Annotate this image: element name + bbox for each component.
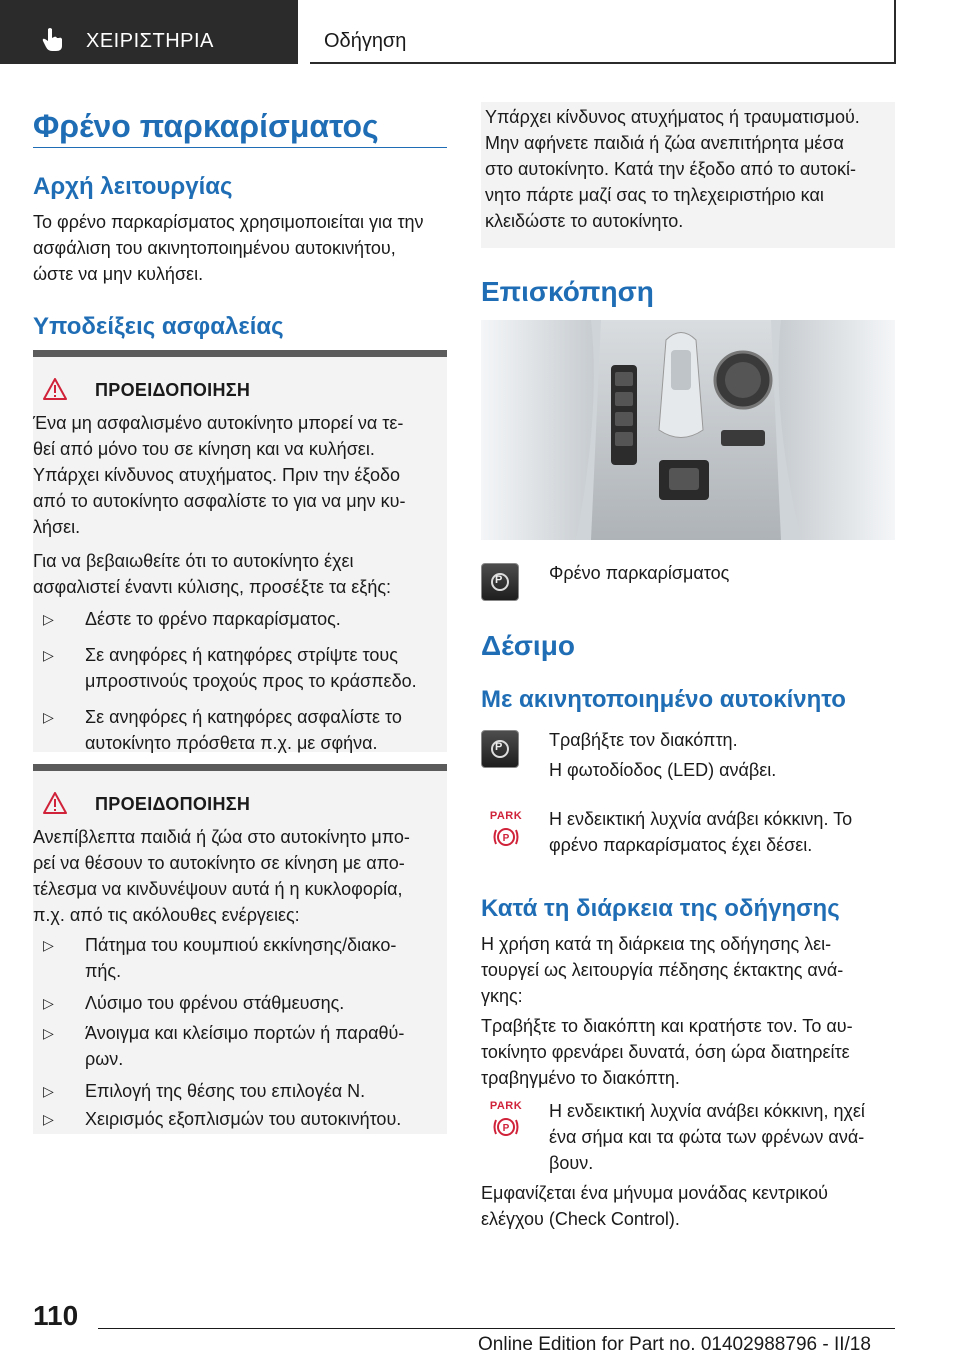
- bullet-arrow-icon: ▷: [43, 709, 54, 725]
- warning-text: Υπάρχει κίνδυνος ατυχήματος ή τραυματισμού. Μην αφήνετε παιδιά ή ζώα ανεπιτήρητα μέσα στο αυτοκίνητο. Κατά την έξοδο από το αυτοκί- νητο πάρτε μαζί σας το τηλεχειριστήριο και κλειδώστε το αυτοκίνητο.: [485, 107, 860, 231]
- parking-brake-switch-icon: P: [481, 730, 519, 768]
- park-indicator-icon: [484, 810, 528, 855]
- edition-note: Online Edition for Part no. 01402988796 - II/18: [478, 1334, 871, 1355]
- warning-bar: [33, 350, 447, 357]
- warning-title: ΠΡΟΕΙΔΟΠΟΙΗΣΗ: [95, 380, 251, 400]
- driving-text-2: Τραβήξτε το διακόπτη και κρατήστε τον. Το αυ- τοκίνητο φρενάρει δυνατά, όση ώρα διατηρείτε τραβηγμένο το διακόπτη.: [481, 1016, 853, 1088]
- list-item: ▷ Λύσιμο του φρένου στάθμευσης.: [43, 990, 443, 1016]
- console-illustration: [481, 320, 895, 540]
- indicator-text-2: Η ενδεικτική λυχνία ανάβει κόκκινη, ηχεί ένα σήμα και τα φώτα των φρένων ανά- βουν.: [549, 1101, 865, 1173]
- list-item: ▷ Δέστε το φρένο παρκαρίσματος.: [43, 606, 443, 632]
- check-control-text: Εμφανίζεται ένα μήνυμα μονάδας κεντρικού ελέγχου (Check Control).: [481, 1183, 829, 1229]
- heading-overview: Επισκόπηση: [481, 276, 654, 307]
- warning-box-1: [33, 350, 447, 752]
- park-indicator-label: PARK: [489, 810, 523, 822]
- warning-text: Ένα μη ασφαλισμένο αυτοκίνητο μπορεί να τε- θεί από μόνο του σε κίνηση και να κυλήσει. Υπάρχει κίνδυνος ατυχήματος. Πριν την έξοδο από το αυτοκίνητο ασφαλίστε το για να μην κυ- λήσει.: [33, 413, 406, 537]
- heading-principle: Αρχή λειτουργίας: [33, 173, 233, 200]
- park-indicator-label: PARK: [489, 1100, 523, 1112]
- heading-safety: Υποδείξεις ασφαλείας: [33, 313, 284, 340]
- warning-text: Ανεπίβλεπτα παιδιά ή ζώα στο αυτοκίνητο μπο- ρεί να θέσουν το αυτοκίνητο σε κίνηση με απο- τέλεσμα να κινδυνέψουν αυτά ή η κυκλοφορία, π.χ. από τις ακόλουθες ενέργειες:: [33, 827, 410, 925]
- warning-bar: [33, 764, 447, 771]
- warning-triangle-icon: [43, 378, 67, 400]
- parking-brake-switch-icon: P: [481, 563, 519, 601]
- bullet-arrow-icon: ▷: [43, 937, 54, 953]
- bullet-arrow-icon: ▷: [43, 611, 54, 627]
- list-item: ▷ Σε ανηφόρες ή κατηφόρες στρίψτε τους μπροστινούς τροχούς προς το κράσπεδο.: [43, 642, 443, 694]
- breadcrumb-label: Οδήγηση: [324, 30, 407, 52]
- title-rule: [33, 147, 447, 148]
- breadcrumb: [310, 0, 896, 64]
- bullet-arrow-icon: ▷: [43, 995, 54, 1011]
- page-number: 110: [33, 1300, 79, 1331]
- warning-box-continued: [481, 102, 895, 248]
- park-indicator-icon: [484, 1100, 528, 1145]
- footer-rule: [98, 1328, 895, 1329]
- bullet-arrow-icon: ▷: [43, 1083, 54, 1099]
- figure-caption: Φρένο παρκαρίσματος: [549, 563, 730, 583]
- list-item: ▷ Άνοιγμα και κλείσιμο πορτών ή παραθύ- ρων.: [43, 1020, 443, 1072]
- warning-triangle-icon: [43, 792, 67, 814]
- heading-apply: Δέσιμο: [481, 630, 575, 661]
- apply-instructions: Τραβήξτε τον διακόπτη. Η φωτοδίοδος (LED) ανάβει.: [549, 730, 777, 780]
- console-photo: [481, 320, 895, 540]
- heading-stationary: Με ακινητοποιημένο αυτοκίνητο: [481, 686, 846, 713]
- bullet-arrow-icon: ▷: [43, 1025, 54, 1041]
- warning-box-2: [33, 764, 447, 1134]
- list-item: ▷ Επιλογή της θέσης του επιλογέα N.: [43, 1078, 443, 1104]
- list-item: ▷ Σε ανηφόρες ή κατηφόρες ασφαλίστε το αυτοκίνητο πρόσθετα π.χ. με σφήνα.: [43, 704, 443, 756]
- list-item: ▷ Χειρισμός εξοπλισμών του αυτοκινήτου.: [43, 1106, 443, 1132]
- principle-text: Το φρένο παρκαρίσματος χρησιμοποιείται για την ασφάλιση του ακινητοποιημένου αυτοκινήτου, ώστε να μην κυλήσει.: [33, 212, 424, 284]
- bullet-arrow-icon: ▷: [43, 1111, 54, 1127]
- indicator-text-1: Η ενδεικτική λυχνία ανάβει κόκκινη. Το φρένο παρκαρίσματος έχει δέσει.: [549, 809, 853, 855]
- svg-text:P: P: [502, 1123, 510, 1134]
- driving-text: Η χρήση κατά τη διάρκεια της οδήγησης λει- τουργεί ως λειτουργία πέδησης έκτακτης ανά- γκης:: [481, 934, 844, 1006]
- page-title: Φρένο παρκαρίσματος: [33, 108, 379, 144]
- warning-title: ΠΡΟΕΙΔΟΠΟΙΗΣΗ: [95, 794, 251, 814]
- heading-driving: Κατά τη διάρκεια της οδήγησης: [481, 895, 840, 922]
- bullet-arrow-icon: ▷: [43, 647, 54, 663]
- svg-text:P: P: [502, 833, 510, 844]
- warning-text-2: Για να βεβαιωθείτε ότι το αυτοκίνητο έχει ασφαλιστεί έναντι κύλισης, προσέξτε τα εξής:: [33, 551, 392, 597]
- list-item: ▷ Πάτημα του κουμπιού εκκίνησης/διακο- πής.: [43, 932, 443, 984]
- section-tab: [0, 0, 298, 64]
- section-title: ΧΕΙΡΙΣΤΗΡΙΑ: [86, 30, 214, 52]
- hand-pointer-icon: [40, 26, 66, 52]
